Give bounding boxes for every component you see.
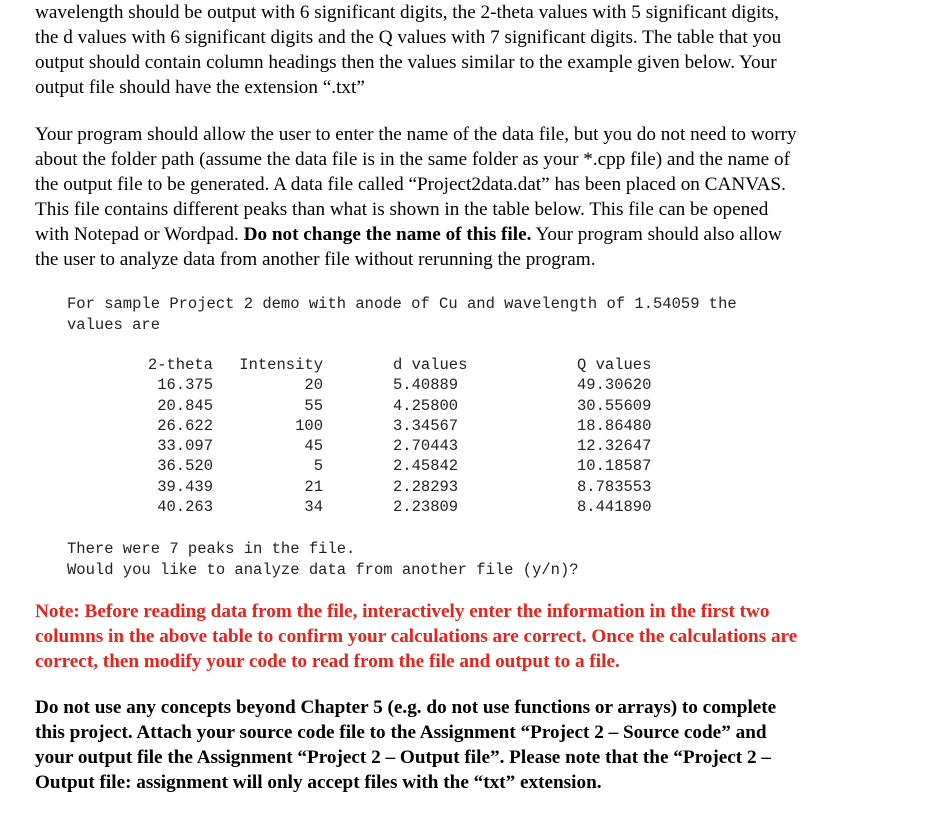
- cell-intensity: 45: [304, 437, 323, 456]
- text-line: Note: Before reading data from the file, interactively enter the information in the first two: [35, 601, 770, 622]
- cell-d-value: 5.40889: [393, 376, 459, 395]
- table-body: [85, 375, 663, 517]
- text-line: the output file to be generated. A data file called “Project2data.dat” has been placed on CANVAS.: [35, 174, 786, 195]
- note-paragraph: [35, 599, 915, 674]
- cell-q-value: 8.783553: [577, 477, 652, 496]
- cell-q-value: 18.86480: [577, 416, 652, 435]
- cell-2theta: 39.439: [157, 477, 213, 496]
- cell-intensity: 20: [304, 376, 323, 395]
- cell-2theta: 16.375: [157, 376, 213, 395]
- cell-d-value: 2.23809: [393, 498, 459, 517]
- cell-2theta: 36.520: [157, 457, 213, 476]
- cell-d-value: 2.28293: [393, 477, 459, 496]
- table-row: [85, 497, 663, 517]
- column-header-intensity: Intensity: [239, 356, 323, 374]
- cell-2theta: 33.097: [157, 437, 213, 456]
- text-segment: with Notepad or Wordpad.: [35, 224, 244, 245]
- text-line: about the folder path (assume the data file is in the same folder as your *.cpp file) and the name of: [35, 149, 790, 170]
- text-line: columns in the above table to confirm your calculations are correct. Once the calculations are: [35, 626, 798, 647]
- cell-q-value: 10.18587: [577, 457, 652, 476]
- column-header-2theta: 2-theta: [147, 356, 213, 374]
- text-line: correct, then modify your code to read from the file and output to a file.: [35, 651, 620, 672]
- text-line: the d values with 6 significant digits and the Q values with 7 significant digits. The table that you: [35, 27, 782, 48]
- rules-paragraph: [35, 695, 915, 795]
- bold-instruction: Do not change the name of this file.: [243, 224, 532, 245]
- cell-d-value: 2.45842: [393, 457, 459, 476]
- sample-output-summary: There were 7 peaks in the file. Would you like to analyze data from another file (y/n)?: [67, 540, 579, 579]
- cell-q-value: 12.32647: [577, 437, 652, 456]
- sample-output-intro: For sample Project 2 demo with anode of Cu and wavelength of 1.54059 the values are: [67, 295, 737, 334]
- cell-intensity: 34: [304, 498, 323, 517]
- cell-2theta: 40.263: [157, 498, 213, 517]
- table-row: [85, 416, 663, 436]
- text-line: [35, 222, 915, 247]
- table-row: [85, 456, 663, 476]
- table-row: [85, 436, 663, 456]
- cell-2theta: 20.845: [157, 396, 213, 415]
- cell-intensity: 55: [304, 396, 323, 415]
- text-line: this project. Attach your source code file to the Assignment “Project 2 – Source code” and: [35, 722, 767, 743]
- output-format-paragraph: [35, 0, 915, 100]
- table-row: [85, 396, 663, 416]
- cell-q-value: 49.30620: [577, 376, 652, 395]
- text-segment: Your program should also allow: [531, 224, 782, 245]
- sample-output-table: [85, 355, 663, 517]
- cell-intensity: 21: [304, 477, 323, 496]
- cell-d-value: 2.70443: [393, 437, 459, 456]
- text-line: Output file: assignment will only accept files with the “txt” extension.: [35, 772, 602, 793]
- text-line: Your program should allow the user to enter the name of the data file, but you do not need to worry: [35, 124, 797, 145]
- column-header-q-values: Q values: [577, 356, 652, 374]
- cell-d-value: 4.25800: [393, 396, 459, 415]
- text-line: output should contain column headings then the values similar to the example given below. Your: [35, 52, 777, 73]
- text-line: This file contains different peaks than what is shown in the table below. This file can be opened: [35, 199, 769, 220]
- cell-intensity: 5: [313, 457, 323, 476]
- text-line: output file should have the extension “.txt”: [35, 77, 365, 98]
- column-header-d-values: d values: [393, 356, 468, 374]
- text-line: wavelength should be output with 6 significant digits, the 2-theta values with 5 significant digits,: [35, 2, 779, 23]
- cell-q-value: 8.441890: [577, 498, 652, 517]
- cell-intensity: 100: [295, 416, 323, 435]
- cell-2theta: 26.622: [157, 416, 213, 435]
- text-line: the user to analyze data from another file without rerunning the program.: [35, 249, 596, 270]
- table-header-row: [85, 355, 663, 375]
- table-row: [85, 375, 663, 395]
- program-requirements-paragraph: [35, 122, 915, 272]
- cell-q-value: 30.55609: [577, 396, 652, 415]
- text-line: your output file the Assignment “Project 2 – Output file”. Please note that the “Project 2 –: [35, 747, 771, 768]
- table-row: [85, 477, 663, 497]
- cell-d-value: 3.34567: [393, 416, 459, 435]
- text-line: Do not use any concepts beyond Chapter 5 (e.g. do not use functions or arrays) to complete: [35, 697, 777, 718]
